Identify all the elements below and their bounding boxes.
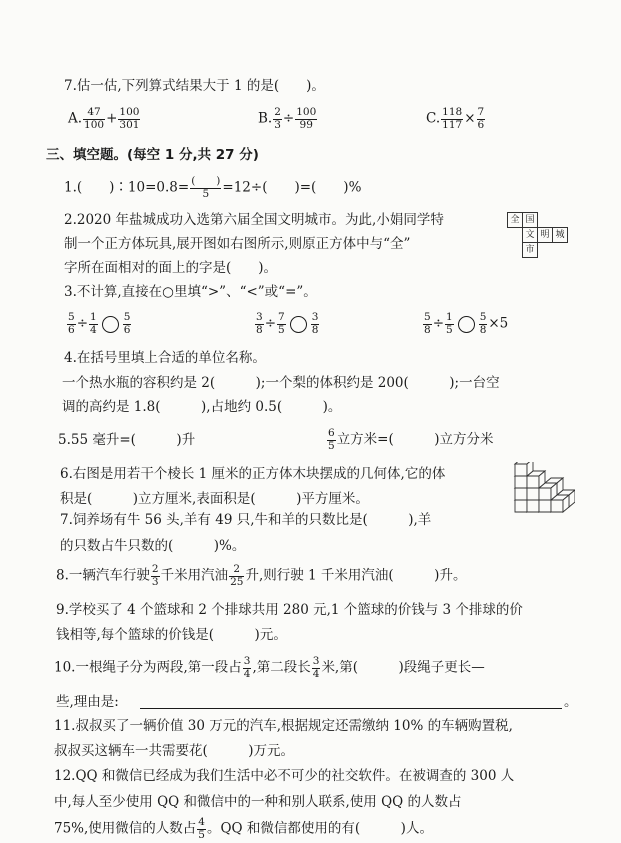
fraction: $\frac{3}{8}$ <box>311 311 319 336</box>
answer-circle[interactable] <box>458 316 475 333</box>
q12-line-3: 75%,使用微信的人数占 $\frac{4}{5}$ 。QQ 和微信都使用的有( )人。 <box>54 816 433 841</box>
q2-line-1: 2.2020 年盐城成功入选第六届全国文明城市。为此,小娟同学特 <box>64 212 444 228</box>
q11-line-2: 叔叔买这辆车一共需要花( )万元。 <box>54 743 295 759</box>
cube-face <box>527 488 539 500</box>
q8-line: 8.一辆汽车行驶 $\frac{2}{3}$ 千米用汽油 $\frac{2}{25}$ 升,则行驶 1 千米用汽油( )升。 <box>56 563 467 588</box>
cube-face <box>515 476 527 488</box>
cube-face <box>539 500 551 512</box>
q4-line-2: 调的高约是 1.8( ),占地约 0.5( )。 <box>62 399 342 415</box>
fraction: $\frac{7}{6}$ <box>477 106 485 131</box>
fraction: $\frac{7}{5}$ <box>278 311 285 336</box>
fraction: $\frac{100}{99}$ <box>296 106 317 131</box>
fraction: $\frac{3}{8}$ <box>256 311 263 336</box>
fraction: $\frac{2}{3}$ <box>274 106 281 131</box>
q9-line-1: 9.学校买了 4 个篮球和 2 个排球共用 280 元,1 个篮球的价钱与 3 个排球的价 <box>56 602 523 618</box>
q3-prompt: 3.不计算,直接在○里填“>”、“<”或“=”。 <box>64 284 317 300</box>
fraction: $\frac{4}{5}$ <box>198 816 205 841</box>
q9-line-2: 钱相等,每个篮球的价钱是( )元。 <box>56 627 287 643</box>
q2-line-3: 字所在面相对的面上的字是( )。 <box>64 260 278 276</box>
cube-face <box>551 500 563 512</box>
fraction: $\frac{3}{4}$ <box>312 655 320 680</box>
net-cell: 明 <box>537 227 553 243</box>
answer-circle[interactable] <box>290 316 307 333</box>
cube-face <box>527 476 539 488</box>
q10-line-2: 些,理由是: <box>56 694 119 710</box>
cube-net-figure <box>507 212 571 262</box>
q7-option-a[interactable]: A. $\frac{47}{100}$ + $\frac{100}{301}$ <box>68 106 140 131</box>
q12-line-1: 12.QQ 和微信已经成为我们生活中必不可少的社交软件。在被调查的 300 人 <box>54 768 515 784</box>
net-cell: 全 <box>507 212 523 228</box>
net-cell: 城 <box>552 227 568 243</box>
fraction: $\frac{1}{4}$ <box>90 311 97 336</box>
q7-option-c[interactable]: C. $\frac{118}{117}$ × $\frac{7}{6}$ <box>426 106 485 131</box>
q4-line-1: 一个热水瓶的容积约是 2( );一个梨的体积约是 200( );一台空 <box>62 375 500 391</box>
fraction: $\frac{1}{5}$ <box>446 311 453 336</box>
fraction: $\frac{2}{3}$ <box>151 563 159 588</box>
q5-right: $\frac{6}{5}$ 立方米=( )立方分米 <box>328 427 494 452</box>
net-cell: 国 <box>522 212 538 228</box>
answer-circle[interactable] <box>102 316 119 333</box>
q6-line-1: 6.右图是用若干个棱长 1 厘米的正方体木块摆成的几何体,它的体 <box>60 466 446 482</box>
cube-face <box>527 500 539 512</box>
fraction: $\frac{100}{301}$ <box>119 106 140 131</box>
q12-line-2: 中,每人至少使用 QQ 和微信中的一种和别人联系,使用 QQ 的人数占 <box>54 794 462 810</box>
fraction: $\frac{47}{100}$ <box>84 106 105 131</box>
cube-face <box>539 488 551 500</box>
cube-stack-figure <box>511 462 575 520</box>
net-cell: 文 <box>522 227 538 243</box>
q7-prompt: 7.估一估,下列算式结果大于 1 的是( )。 <box>64 78 325 94</box>
cube-face <box>515 500 527 512</box>
fraction: $\frac{5}{6}$ <box>123 311 131 336</box>
q6-line-2: 积是( )立方厘米,表面积是( )平方厘米。 <box>60 491 369 507</box>
reason-answer-line[interactable] <box>140 708 562 709</box>
fraction: $\frac{5}{8}$ <box>424 311 431 336</box>
fraction: $\frac{5}{6}$ <box>68 311 75 336</box>
q2-line-2: 制一个正方体玩具,展开图如右图所示,则原正方体中与“全” <box>64 236 411 252</box>
q11-line-1: 11.叔叔买了一辆价值 30 万元的汽车,根据规定还需缴纳 10% 的车辆购置税, <box>54 718 513 734</box>
net-cell: 市 <box>522 242 538 258</box>
q7b-line-1: 7.饲养场有牛 56 头,羊有 49 只,牛和羊的只数比是( ),羊 <box>60 512 432 528</box>
fraction: $\frac{( )}{5}$ <box>191 175 221 200</box>
q3-item-2: $\frac{3}{8}$ ÷ $\frac{7}{5}$ $\frac{3}{8}$ <box>256 311 319 336</box>
q4-prompt: 4.在括号里填上合适的单位名称。 <box>64 350 266 366</box>
q1-line: 1.( )∶10=0.8= $\frac{( )}{5}$ =12÷( )=( )% <box>64 175 362 200</box>
fraction: $\frac{6}{5}$ <box>328 427 335 452</box>
fraction: $\frac{5}{8}$ <box>479 311 487 336</box>
fraction: $\frac{118}{117}$ <box>442 106 463 131</box>
q10-line-1: 10.一根绳子分为两段,第一段占 $\frac{3}{4}$ ,第二段长 $\frac{3}{4}$ 米,第( )段绳子更长— <box>54 655 485 680</box>
q3-item-1: $\frac{5}{6}$ ÷ $\frac{1}{4}$ $\frac{5}{6}$ <box>68 311 131 336</box>
fraction: $\frac{2}{25}$ <box>230 563 244 588</box>
fraction: $\frac{3}{4}$ <box>243 655 251 680</box>
cube-face <box>515 488 527 500</box>
q10-line-2-end: 。 <box>564 694 578 710</box>
cube-face <box>515 464 527 476</box>
section-heading: 三、填空题。(每空 1 分,共 27 分) <box>46 147 259 163</box>
q7b-line-2: 的只数占牛只数的( )%。 <box>60 538 246 554</box>
q3-item-3: $\frac{5}{8}$ ÷ $\frac{1}{5}$ $\frac{5}{8}$ ×5 <box>424 311 509 336</box>
q7-option-b[interactable]: B. $\frac{2}{3}$ ÷ $\frac{100}{99}$ <box>258 106 317 131</box>
q5-left: 5.55 毫升=( )升 <box>58 432 196 448</box>
